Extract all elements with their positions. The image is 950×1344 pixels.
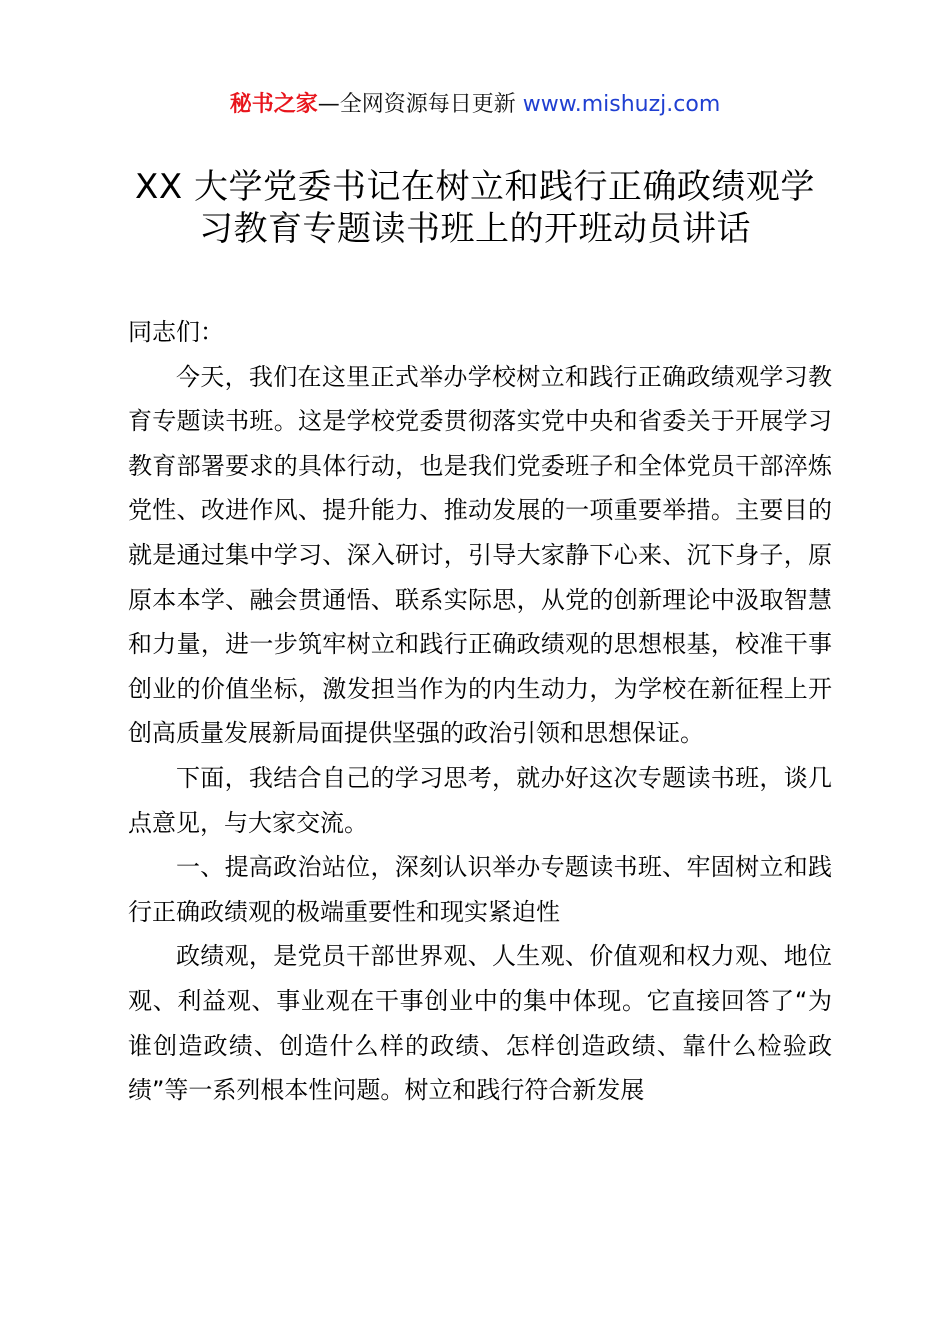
site-header <box>0 88 950 122</box>
document-title <box>100 166 850 250</box>
paragraph-intro: 今天，我们在这里正式举办学校树立和践行正确政绩观学习教育专题读书班。这是学校党委贯彻落实党中央和省委关于开展学习教育部署要求的具体行动，也是我们党委班子和全体党员干部淬炼党性、改进作风、提升能力、推动发展的一项重要举措。主要目的就是通过集中学习、深入研讨，引导大家静下心来、沉下身子，原原本本学、融会贯通悟、联系实际思，从党的创新理论中汲取智慧和力量，进一步筑牢树立和践行正确政绩观的思想根基，校准干事创业的价值坐标，激发担当作为的内生动力，为学校在新征程上开创高质量发展新局面提供坚强的政治引领和思想保证。 <box>128 362 832 748</box>
document-body <box>128 310 832 1113</box>
paragraph-political-view: 政绩观，是党员干部世界观、人生观、价值观和权力观、地位观、利益观、事业观在干事创业中的集中体现。它直接回答了“为谁创造政绩、创造什么样的政绩、怎样创造政绩、靠什么检验政绩”等一系列根本性问题。树立和践行符合新发展 <box>128 942 832 1105</box>
paragraph-transition: 下面，我结合自己的学习思考，就办好这次专题读书班，谈几点意见，与大家交流。 <box>128 763 832 837</box>
site-url-link[interactable]: www.mishuzj.com <box>522 92 721 117</box>
salutation: 同志们： <box>128 318 224 346</box>
brand-name: 秘书之家 <box>229 92 318 117</box>
title-line-2: 习教育专题读书班上的开班动员讲话 <box>199 209 751 249</box>
title-line-1: XX 大学党委书记在树立和践行正确政绩观学 <box>135 167 815 207</box>
section-heading-1: 一、提高政治站位，深刻认识举办专题读书班、牢固树立和践行正确政绩观的极端重要性和现实紧迫性 <box>128 853 832 926</box>
header-tagline: —全网资源每日更新 <box>317 92 516 117</box>
